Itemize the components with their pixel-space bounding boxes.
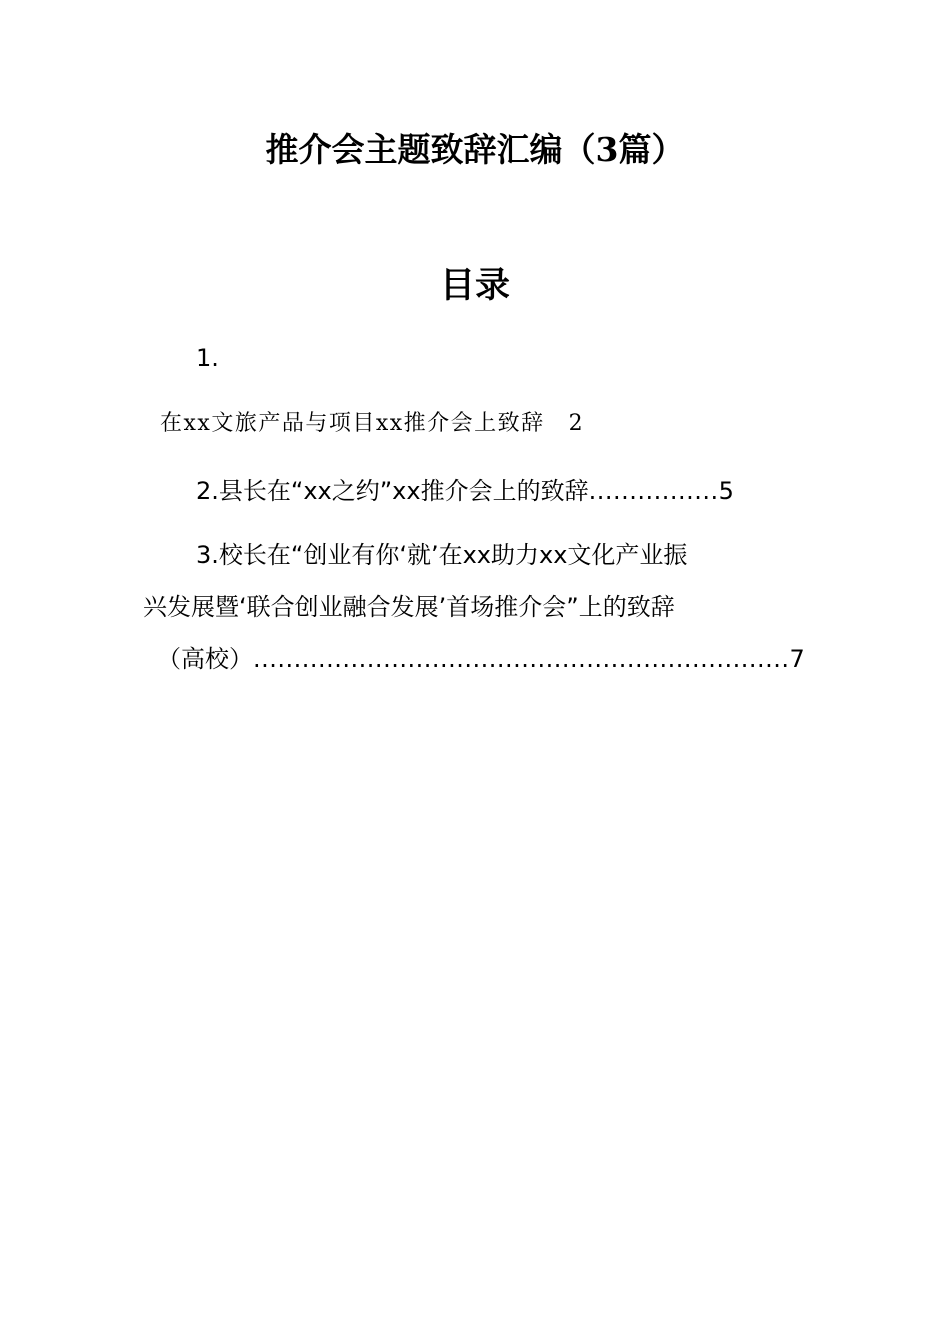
document-title: 推介会主题致辞汇编（3篇） (265, 130, 685, 169)
toc-item-3[interactable] (143, 529, 807, 685)
toc-item-2[interactable] (143, 465, 807, 517)
toc-item-3-line-3 (143, 633, 807, 685)
toc-item-3-leader: .................................................................. (253, 645, 790, 673)
toc-item-1-text: 在xx文旅产品与项目xx推介会上致辞 (160, 411, 545, 436)
toc-item-1-page: 2 (568, 411, 585, 436)
toc-item-1[interactable] (160, 408, 820, 440)
toc-heading: 目录 (439, 265, 510, 306)
toc-item-3-line-1: 3.校长在“创业有你‘就’在xx助力xx文化产业振 (196, 541, 688, 569)
toc-item-3-page: 7 (789, 645, 805, 673)
toc-item-1-number: 1. (196, 344, 219, 372)
toc-item-2-text: 2.县长在“xx之约”xx推介会上的致辞 (196, 477, 589, 505)
toc-item-2-leader: ................ (588, 477, 719, 505)
toc-item-2-page: 5 (718, 477, 734, 505)
toc-item-3-text-tail: （高校） (157, 645, 253, 673)
toc-item-3-line-2: 兴发展暨‘联合创业融合发展’首场推介会”上的致辞 (143, 593, 675, 621)
